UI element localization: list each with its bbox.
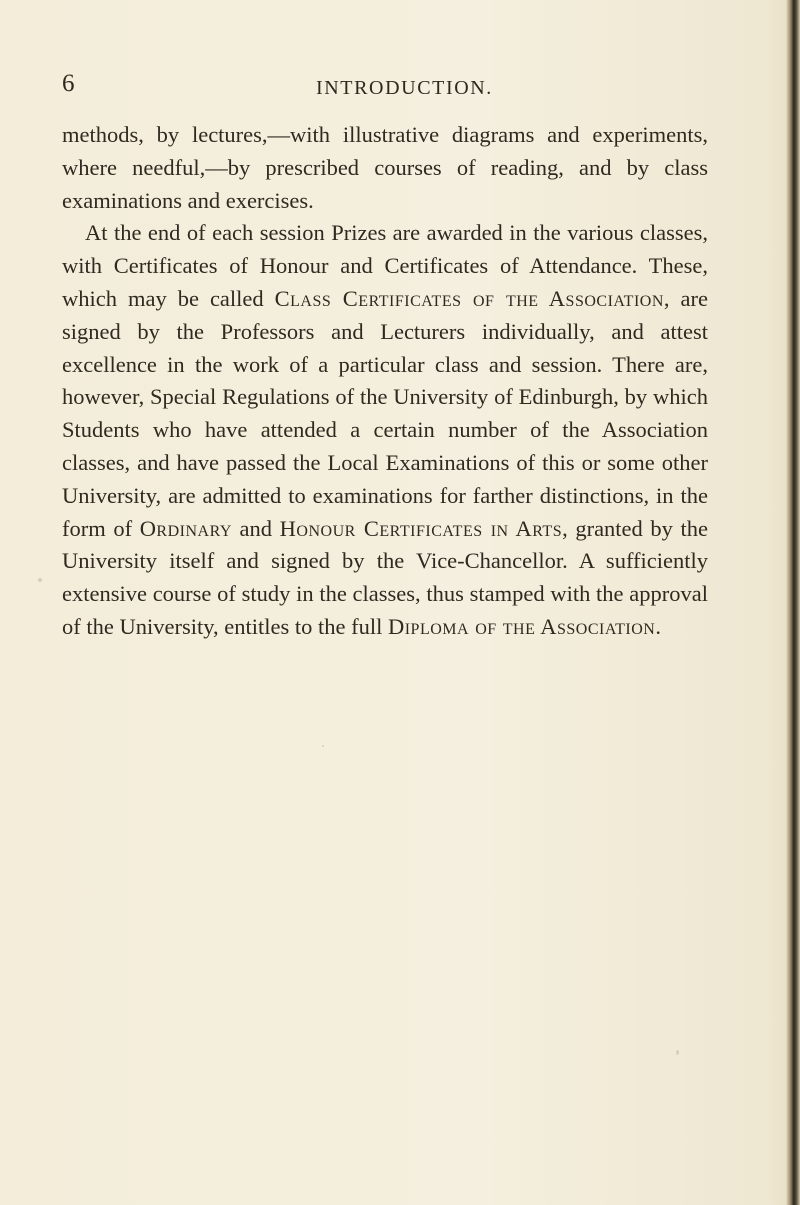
paper-speck [676, 1050, 679, 1055]
page-header [62, 70, 702, 104]
text-run: , are signed by the Professors and Lecturers individually, and attest excellence in the work of a particular class and session. There are, however, Special Regulations of the University of Edinburgh, by which Students who have attended a certain number of the Association classes, and have passed the Local Examinations of this or some other University, are admitted to examinations for farther distinctions, in the form of [62, 285, 708, 541]
running-head: INTRODUCTION. [316, 77, 493, 99]
small-caps-honour-certificates: Honour Certificates in Arts [279, 515, 563, 541]
small-caps-ordinary: Ordinary [139, 515, 232, 541]
text-run: At the end of each session Prizes are awarded in the various classes, with Certificates of Honour and Certificates of Attendance. These, which may be called [62, 220, 708, 311]
body-text [62, 119, 708, 644]
small-caps-diploma: Diploma of the Association [387, 613, 656, 639]
small-caps-class-certificates: Class Certificates of the Association [274, 285, 664, 311]
text-run: , granted by the University itself and signed by the Vice-Chancellor. A sufficiently extensive course of study in the classes, thus stamped with the approval of the University, entitles to the full [62, 515, 708, 639]
paper-speck [322, 745, 324, 747]
page-number: 6 [62, 70, 75, 97]
text-run: . [655, 613, 661, 639]
binding-edge [786, 0, 800, 1205]
paper-speck [38, 578, 42, 582]
text-run: and [231, 515, 280, 541]
paragraph-prizes [62, 217, 708, 643]
paragraph-methods: methods, by lectures,—with illustrative diagrams and experiments, where needful,—by prescribed courses of reading, and by class examinations and exercises. [62, 122, 708, 213]
